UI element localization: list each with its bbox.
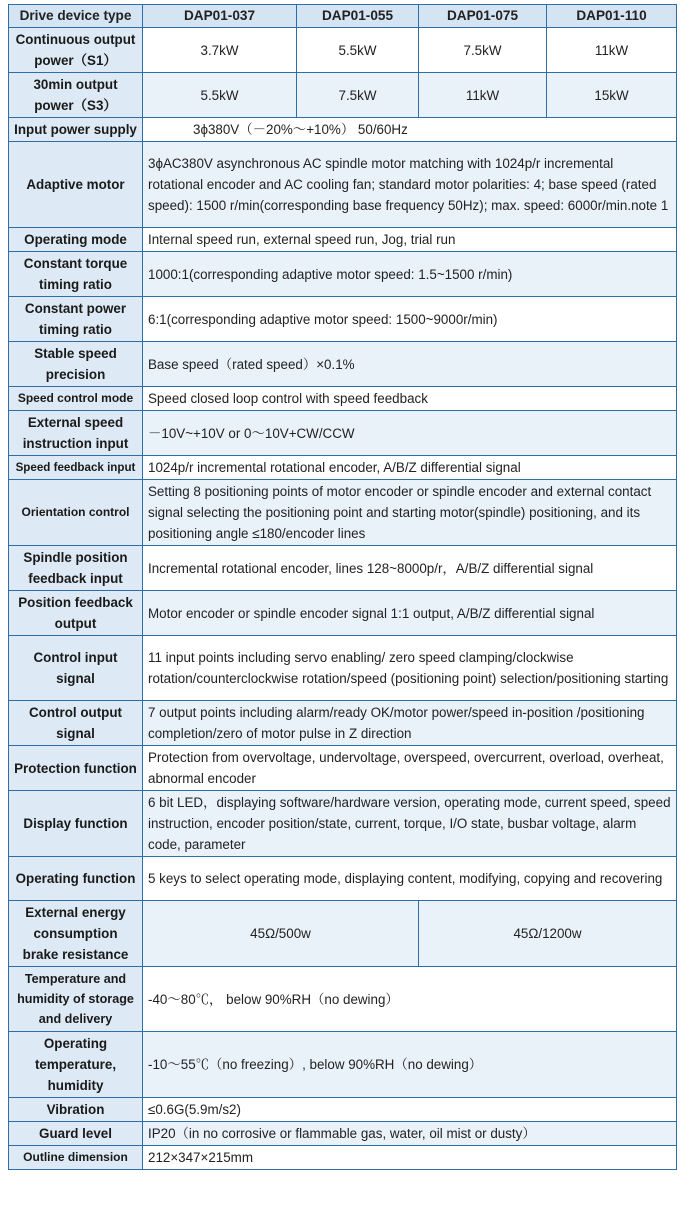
row-label: Control input signal xyxy=(9,636,143,701)
row-value: 5 keys to select operating mode, displaying content, modifying, copying and recovering xyxy=(143,857,677,901)
row-label: Constant torque timing ratio xyxy=(9,252,143,297)
row-value: 11kW xyxy=(419,73,547,118)
row-value: 7.5kW xyxy=(297,73,419,118)
table-row xyxy=(9,546,677,591)
table-row xyxy=(9,118,677,142)
row-value: 1024p/r incremental rotational encoder, A/B/Z differential signal xyxy=(143,456,677,480)
table-row xyxy=(9,1098,677,1122)
row-label: Operating mode xyxy=(9,228,143,252)
row-value: 1000:1(corresponding adaptive motor speed: 1.5~1500 r/min) xyxy=(143,252,677,297)
row-value: 6 bit LED，displaying software/hardware version, operating mode, current speed, speed instruction, encoder position/state, current, torque, I/O state, busbar voltage, alarm code, parameter xyxy=(143,791,677,857)
row-value: ≤0.6G(5.9m/s2) xyxy=(143,1098,677,1122)
row-label: Spindle position feedback input xyxy=(9,546,143,591)
table-row xyxy=(9,73,677,118)
row-value: 45Ω/1200w xyxy=(419,901,677,967)
row-value: 212×347×215mm xyxy=(143,1146,677,1170)
table-row xyxy=(9,480,677,546)
table-row xyxy=(9,636,677,701)
row-value: Motor encoder or spindle encoder signal 1:1 output, A/B/Z differential signal xyxy=(143,591,677,636)
row-label: External energy consumption brake resistance xyxy=(9,901,143,967)
model-header: DAP01-055 xyxy=(297,5,419,28)
row-label: External speed instruction input xyxy=(9,411,143,456)
table-row xyxy=(9,297,677,342)
model-header: DAP01-075 xyxy=(419,5,547,28)
table-row xyxy=(9,746,677,791)
row-value: 11kW xyxy=(547,28,677,73)
row-value: 3ϕAC380V asynchronous AC spindle motor matching with 1024p/r incremental rotational encoder and AC cooling fan; standard motor polarities: 4; base speed (rated speed): 1500 r/min(corresponding base frequency 50Hz); max. speed: 6000r/min.note 1 xyxy=(143,142,677,228)
header-row xyxy=(9,5,677,28)
row-value: Protection from overvoltage, undervoltage, overspeed, overcurrent, overload, overheat, abnormal encoder xyxy=(143,746,677,791)
model-header: DAP01-110 xyxy=(547,5,677,28)
row-label: Operating temperature, humidity xyxy=(9,1032,143,1098)
row-label: Stable speed precision xyxy=(9,342,143,387)
table-row xyxy=(9,387,677,411)
model-header: DAP01-037 xyxy=(143,5,297,28)
row-label: Control output signal xyxy=(9,701,143,746)
table-row xyxy=(9,591,677,636)
row-value: 15kW xyxy=(547,73,677,118)
table-row xyxy=(9,901,677,967)
row-label: Speed control mode xyxy=(9,387,143,411)
table-row xyxy=(9,456,677,480)
table-row xyxy=(9,857,677,901)
table-row xyxy=(9,1146,677,1170)
row-label: Speed feedback input xyxy=(9,456,143,480)
specification-table xyxy=(8,4,677,1170)
header-label: Drive device type xyxy=(9,5,143,28)
row-label: Guard level xyxy=(9,1122,143,1146)
row-value: Incremental rotational encoder, lines 128~8000p/r，A/B/Z differential signal xyxy=(143,546,677,591)
table-row xyxy=(9,791,677,857)
row-value: －10V~+10V or 0～10V+CW/CCW xyxy=(143,411,677,456)
table-row xyxy=(9,411,677,456)
row-value: 11 input points including servo enabling/ zero speed clamping/clockwise rotation/counterclockwise rotation/speed (positioning point) selection/positioning starting xyxy=(143,636,677,701)
table-row xyxy=(9,1122,677,1146)
row-value: 5.5kW xyxy=(297,28,419,73)
row-label: Constant power timing ratio xyxy=(9,297,143,342)
row-value: Internal speed run, external speed run, Jog, trial run xyxy=(143,228,677,252)
table-row xyxy=(9,342,677,387)
row-label: Display function xyxy=(9,791,143,857)
row-value: 7 output points including alarm/ready OK/motor power/speed in-position /positioning completion/zero of motor pulse in Z direction xyxy=(143,701,677,746)
table-row xyxy=(9,142,677,228)
row-label: 30min output power（S3） xyxy=(9,73,143,118)
row-label: Vibration xyxy=(9,1098,143,1122)
row-label: Adaptive motor xyxy=(9,142,143,228)
row-value: 7.5kW xyxy=(419,28,547,73)
row-value: IP20（in no corrosive or flammable gas, water, oil mist or dusty） xyxy=(143,1122,677,1146)
table-row xyxy=(9,28,677,73)
row-label: Operating function xyxy=(9,857,143,901)
row-label: Orientation control xyxy=(9,480,143,546)
row-label: Input power supply xyxy=(9,118,143,142)
row-value: Speed closed loop control with speed feedback xyxy=(143,387,677,411)
row-value: 5.5kW xyxy=(143,73,297,118)
row-value: -40～80℃， below 90%RH（no dewing） xyxy=(143,967,677,1032)
row-value: 45Ω/500w xyxy=(143,901,419,967)
row-value: 3.7kW xyxy=(143,28,297,73)
table-row xyxy=(9,967,677,1032)
row-value: Base speed（rated speed）×0.1% xyxy=(143,342,677,387)
row-value: -10～55℃（no freezing）, below 90%RH（no dewing） xyxy=(143,1032,677,1098)
row-label: Outline dimension xyxy=(9,1146,143,1170)
row-value: Setting 8 positioning points of motor encoder or spindle encoder and external contact signal selecting the positioning point and starting motor(spindle) positioning, and its positioning angle ≤180/encoder lines xyxy=(143,480,677,546)
row-value: 3ϕ380V（－20%～+10%） 50/60Hz xyxy=(143,118,677,142)
table-row xyxy=(9,228,677,252)
table-row xyxy=(9,1032,677,1098)
table-row xyxy=(9,701,677,746)
table-row xyxy=(9,252,677,297)
row-label: Temperature and humidity of storage and delivery xyxy=(9,967,143,1032)
row-label: Protection function xyxy=(9,746,143,791)
row-label: Continuous output power（S1） xyxy=(9,28,143,73)
row-value: 6:1(corresponding adaptive motor speed: 1500~9000r/min) xyxy=(143,297,677,342)
row-label: Position feedback output xyxy=(9,591,143,636)
